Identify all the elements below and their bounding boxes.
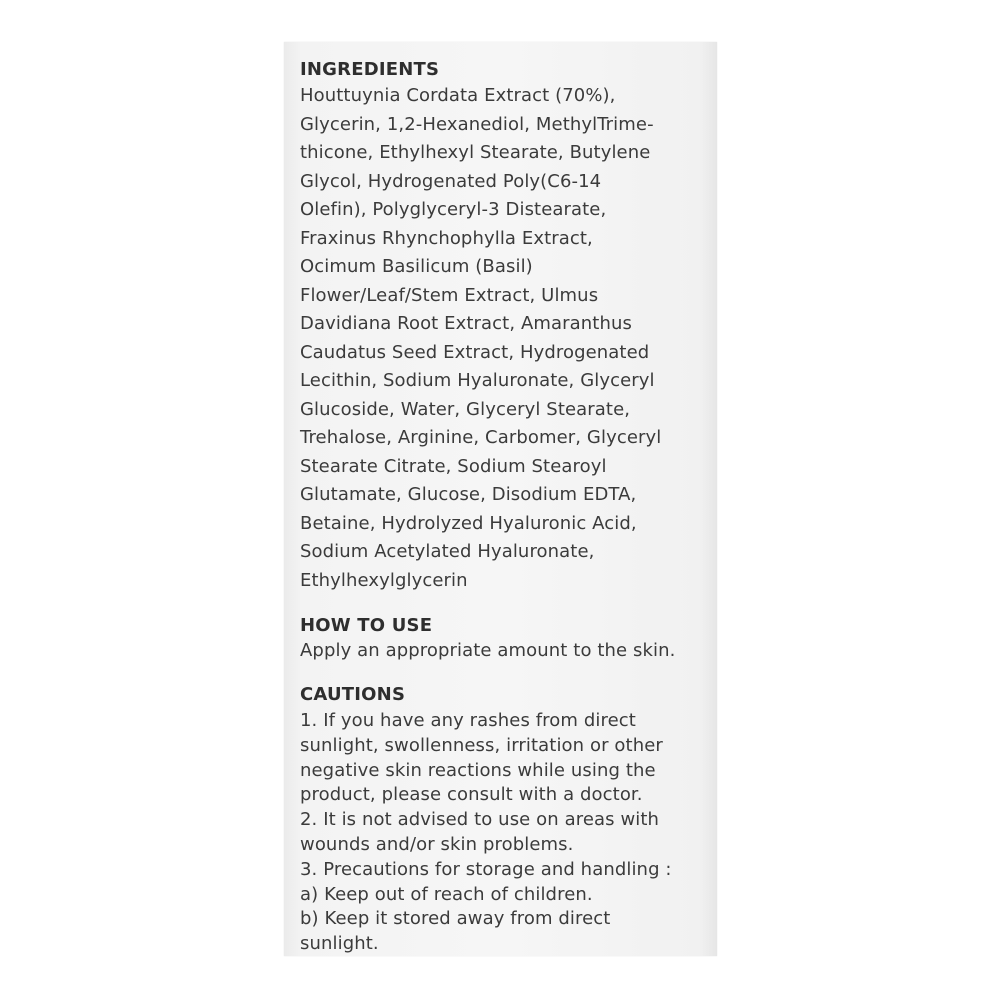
ingredients-line: Glucoside, Water, Glyceryl Stearate, — [300, 398, 631, 420]
ingredients-line: Glycol, Hydrogenated Poly(C6-14 — [300, 170, 602, 192]
ingredients-line: Ocimum Basilicum (Basil) — [300, 256, 533, 277]
ingredients-line: Trehalose, Arginine, Carbomer, Glyceryl — [300, 427, 662, 448]
how-to-use-line: Apply an appropriate amount to the skin. — [300, 640, 676, 661]
cautions-section — [300, 683, 715, 957]
ingredients-section — [300, 58, 715, 595]
ingredients-line: Caudatus Seed Extract, Hydrogenated — [300, 341, 650, 363]
ingredients-line: Ethylhexylglycerin — [300, 569, 468, 591]
cautions-heading: CAUTIONS — [300, 684, 406, 705]
cautions-line: 3. Precautions for storage and handling : — [300, 858, 672, 880]
cautions-line: sunlight. — [300, 933, 379, 955]
ingredients-line: Lecithin, Sodium Hyaluronate, Glyceryl — [300, 370, 655, 391]
ingredients-line: Glutamate, Glucose, Disodium EDTA, — [300, 484, 637, 505]
cautions-line: 1. If you have any rashes from direct — [300, 710, 636, 731]
ingredients-line: Betaine, Hydrolyzed Hyaluronic Acid, — [300, 512, 637, 534]
how-to-use-section — [300, 614, 715, 664]
ingredients-line: Glycerin, 1,2-Hexanediol, MethylTrime- — [300, 113, 654, 135]
label-text — [300, 58, 715, 957]
cautions-line: a) Keep out of reach of children. — [300, 883, 593, 905]
ingredients-line: Stearate Citrate, Sodium Stearoyl — [300, 455, 607, 477]
ingredients-line: Houttuynia Cordata Extract (70%), — [300, 85, 616, 106]
cautions-line: wounds and/or skin problems. — [300, 833, 574, 855]
ingredients-line: thicone, Ethylhexyl Stearate, Butylene — [300, 142, 651, 163]
cautions-line: 2. It is not advised to use on areas with — [300, 809, 660, 831]
cautions-line: sunlight, swollenness, irritation or other — [300, 734, 663, 756]
how-to-use-heading: HOW TO USE — [300, 615, 433, 636]
ingredients-line: Olefin), Polyglyceryl-3 Distearate, — [300, 199, 607, 220]
ingredients-heading: INGREDIENTS — [300, 59, 440, 80]
ingredients-line: Fraxinus Rhynchophylla Extract, — [300, 227, 593, 249]
cautions-line: b) Keep it stored away from direct — [300, 908, 611, 930]
ingredients-line: Sodium Acetylated Hyaluronate, — [300, 541, 595, 562]
ingredients-line: Flower/Leaf/Stem Extract, Ulmus — [300, 284, 599, 306]
ingredients-line: Davidiana Root Extract, Amaranthus — [300, 313, 632, 334]
cautions-line: negative skin reactions while using the — [300, 759, 656, 781]
cautions-line: product, please consult with a doctor. — [300, 784, 643, 806]
